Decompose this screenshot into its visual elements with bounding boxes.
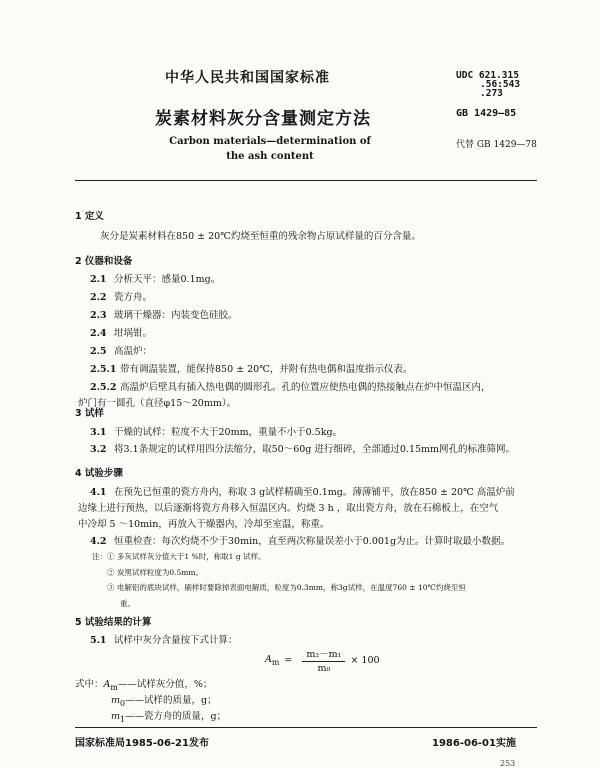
section-1-body: 灰分是炭素材料在850 ± 20℃灼烧至恒重的残余物占原试样量的百分含量。 <box>100 231 421 242</box>
paragraph-line: 边缘上进行预热，以后逐渐将瓷方舟移入恒温区内。灼烧 3 h ，取出瓷方舟，放在石棉板上，在空气 <box>78 503 499 514</box>
item-text: 试样中灰分含量按下式计算： <box>114 635 238 646</box>
variable-def <box>111 692 217 708</box>
formula-numerator: m₂－m₁ <box>302 646 345 662</box>
item-text: 瓷方舟。 <box>114 292 153 303</box>
standard-org: 中华人民共和国国家标准 <box>165 70 330 86</box>
item-text: 将3.1条规定的试样用四分法缩分，取50～60g 进行细碎，全部通过0.15mm网孔的标准筛网。 <box>114 444 516 455</box>
item-number: 2.2 <box>90 292 107 303</box>
item-number: 2.1 <box>90 274 107 285</box>
paragraph-5-1 <box>90 632 238 646</box>
formula-multiplier: × 100 <box>350 654 380 666</box>
paragraph-4-2 <box>90 533 510 547</box>
item-number: 4.1 <box>90 487 107 498</box>
list-item <box>90 361 412 375</box>
item-text: 带有调温装置，能保持850 ± 20℃，并附有热电偶和温度指示仪表。 <box>120 364 413 375</box>
list-item <box>90 379 491 393</box>
note: ② 炭黑试样粒度为0.5mm。 <box>107 568 204 577</box>
variable-def <box>75 676 212 692</box>
var-desc: ——瓷方舟的质量，g； <box>125 711 227 722</box>
effective-date: 1986-06-01实施 <box>432 738 516 749</box>
var-symbol: m <box>111 695 121 706</box>
item-text: 高温炉后壁具有插入热电偶的圆形孔。孔的位置应使热电偶的热接触点在炉中恒温区内， <box>120 382 491 393</box>
item-text: 炉门有一圆孔（直径φ15～20mm）。 <box>78 398 237 409</box>
list-item <box>90 441 515 455</box>
item-text: 高温炉： <box>114 346 153 357</box>
section-1-heading: 1 定义 <box>75 211 104 222</box>
item-text: 在预先已恒重的瓷方舟内，称取 3 g试样精确至0.1mg。薄薄铺平，放在850 ± 20℃ 高温炉前 <box>114 487 515 498</box>
var-sub: 0 <box>120 698 126 708</box>
item-number: 2.5.1 <box>90 364 117 375</box>
var-desc: ——试样的质量，g； <box>125 695 217 706</box>
note: 重。 <box>120 599 135 608</box>
var-symbol: A <box>103 679 111 690</box>
english-title: Carbon materials—determination of the ash content <box>169 136 371 162</box>
gb-number: GB 1429—85 <box>456 108 517 119</box>
formula-fraction <box>302 646 345 674</box>
variable-def <box>111 708 226 724</box>
footer-divider <box>75 727 537 728</box>
note: 注：① 多灰试样灰分值大于1 %时，称取1 g 试样。 <box>92 552 266 561</box>
var-desc: ——试样灰分值，%； <box>117 679 213 690</box>
section-4-heading: 4 试验步骤 <box>75 468 123 479</box>
item-text: 分析天平：感量0.1mg。 <box>114 274 221 285</box>
list-item <box>90 289 152 303</box>
section-2-heading: 2 仪器和设备 <box>75 256 133 267</box>
list-item <box>90 307 238 321</box>
item-number: 2.4 <box>90 328 107 339</box>
item-text: 坩埚钳。 <box>114 328 153 339</box>
udc-line: .56:543 <box>480 79 521 90</box>
item-number: 2.5.2 <box>90 382 117 393</box>
item-number: 2.5 <box>90 346 107 357</box>
list-item <box>90 271 220 285</box>
page-title: 炭素材料灰分含量测定方法 <box>155 109 371 129</box>
paragraph-line: 中冷却 5 ～10min，再放入干燥器内，冷却至室温，称重。 <box>78 519 330 530</box>
replaces-note: 代替 GB 1429—78 <box>456 140 537 150</box>
var-prefix: 式中： <box>75 679 104 690</box>
header-divider <box>75 180 537 181</box>
item-text: 玻璃干燥器：内装变色硅胶。 <box>114 310 238 321</box>
page-number: 253 <box>500 759 516 768</box>
item-text: 干燥的试样：粒度不大于20mm，重量不小于0.5kg。 <box>114 427 343 438</box>
formula-denominator: m₀ <box>317 663 331 674</box>
issue-date: 国家标准局1985-06-21发布 <box>75 738 209 749</box>
item-number: 4.2 <box>90 536 107 547</box>
list-item <box>90 343 152 357</box>
list-item <box>90 424 342 438</box>
udc-line: .273 <box>480 88 503 99</box>
section-5-heading: 5 试验结果的计算 <box>75 617 152 628</box>
udc-line: UDC 621.315 <box>456 70 519 81</box>
item-number: 2.3 <box>90 310 107 321</box>
item-number: 3.1 <box>90 427 107 438</box>
var-symbol: m <box>111 711 121 722</box>
formula-equals: = <box>284 654 293 666</box>
var-sub: 1 <box>120 714 126 724</box>
ash-formula <box>265 646 380 674</box>
formula-lhs: $A_m$ <box>265 653 280 667</box>
item-text: 恒重检查：每次灼烧不少于30min，直至两次称量误差小于0.001g为止。计算时取最小数据。 <box>114 536 511 547</box>
section-3-heading: 3 试样 <box>75 408 104 419</box>
var-sub: m <box>110 682 118 692</box>
udc-code <box>456 71 520 98</box>
item-number: 5.1 <box>90 635 107 646</box>
note: ③ 电解铝的底块试样，刷样时要除掉表面电解质，粒度为0.3mm，称3g试样，在温度760 ± 10℃灼烧至恒 <box>107 583 466 592</box>
list-item <box>90 325 152 339</box>
item-number: 3.2 <box>90 444 107 455</box>
paragraph-4-1 <box>90 484 515 498</box>
